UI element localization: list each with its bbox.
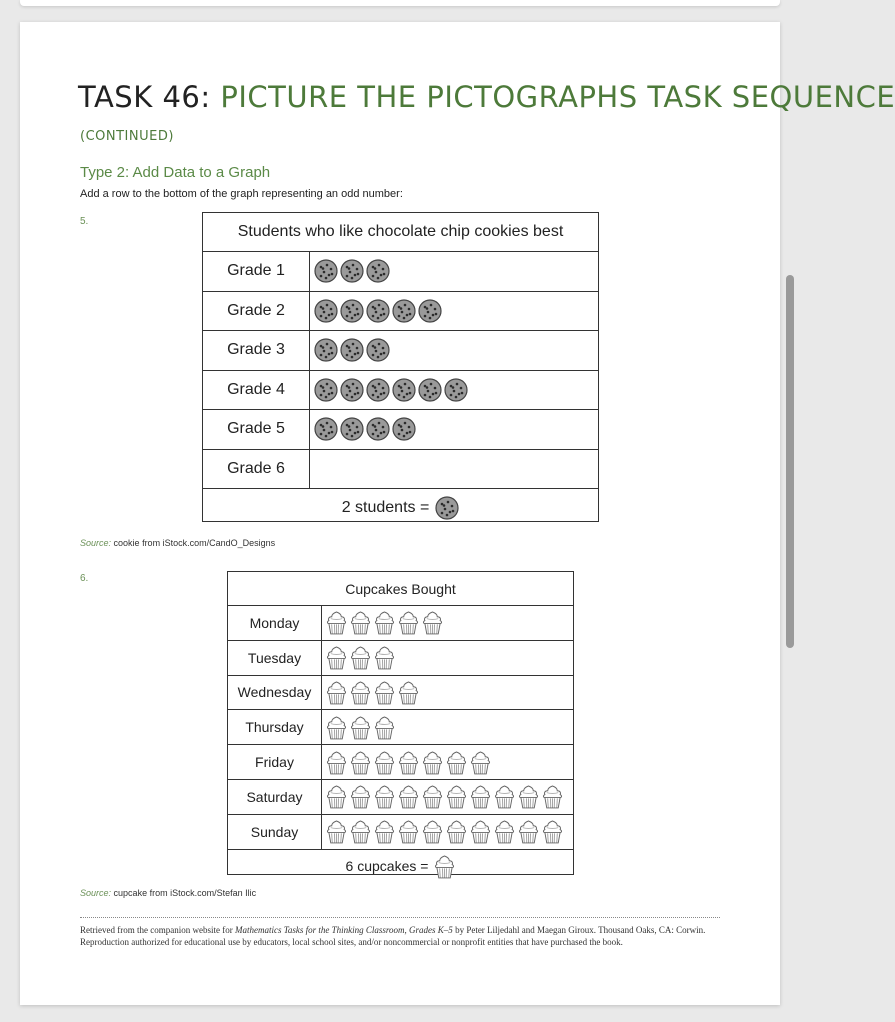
pictograph-row (203, 371, 598, 411)
cupcake-icon (518, 819, 539, 844)
key-icon-slot (435, 496, 459, 520)
pictograph-title: Cupcakes Bought (228, 572, 573, 606)
pictograph-row (228, 780, 573, 815)
row-symbols (310, 371, 598, 410)
source-text: cupcake from iStock.com/Stefan Ilic (113, 888, 257, 898)
cupcake-icon (398, 680, 419, 705)
pictograph-row (228, 815, 573, 850)
cookie-icon (340, 259, 364, 283)
cupcake-source-credit (80, 888, 256, 898)
cookie-icon (366, 338, 378, 362)
cookie-icon (366, 378, 390, 402)
cupcake-icon (398, 819, 419, 844)
cookie-icon (314, 378, 338, 402)
row-label: Grade 2 (203, 292, 310, 331)
source-text: cookie from iStock.com/CandO_Designs (113, 538, 276, 548)
row-label: Friday (228, 745, 322, 779)
continued-label: (CONTINUED) (80, 129, 174, 144)
cookie-icon (314, 338, 338, 362)
cupcake-icon (398, 784, 419, 809)
task-number: TASK 46: (78, 80, 211, 114)
cupcake-icon (494, 784, 515, 809)
cupcake-icon (422, 610, 443, 635)
row-symbols (322, 815, 573, 849)
cupcake-icon (374, 715, 385, 740)
source-label: Source: (80, 538, 112, 548)
cupcake-icon (518, 784, 539, 809)
cookie-icon (340, 299, 364, 323)
cupcake-icon (350, 645, 371, 670)
footer-text-pre: Retrieved from the companion website for (80, 925, 235, 935)
pictograph-key (228, 850, 573, 883)
cupcake-icon (374, 610, 395, 635)
scrollbar-thumb[interactable] (786, 275, 794, 648)
cookie-icon (314, 417, 338, 441)
cupcake-icon (494, 819, 515, 844)
cupcake-icon (374, 680, 395, 705)
key-text: 6 cupcakes = (345, 858, 429, 875)
row-label: Thursday (228, 710, 322, 744)
cupcake-pictograph (227, 571, 574, 875)
cupcake-icon (350, 784, 371, 809)
section-heading: Type 2: Add Data to a Graph (80, 164, 271, 181)
cookie-icon (314, 299, 338, 323)
pictograph-row (203, 252, 598, 292)
cookie-icon (418, 299, 442, 323)
cookie-icon (340, 378, 364, 402)
cupcake-icon (374, 819, 395, 844)
pictograph-row (228, 641, 573, 676)
cupcake-icon (374, 645, 381, 670)
cookie-icon (366, 299, 390, 323)
footer-divider (80, 917, 720, 918)
problem-number-6: 6. (80, 573, 89, 584)
row-symbols (310, 331, 598, 370)
pictograph-row (203, 331, 598, 371)
row-symbols (310, 292, 598, 331)
row-symbols (310, 410, 598, 449)
pictograph-row (203, 410, 598, 450)
cookie-icon (444, 378, 468, 402)
pictograph-row (228, 606, 573, 641)
row-label: Grade 4 (203, 371, 310, 410)
cupcake-icon (350, 715, 371, 740)
pictograph-row (203, 450, 598, 490)
cupcake-icon (326, 715, 347, 740)
cupcake-icon (350, 680, 371, 705)
problem-number-5: 5. (80, 216, 89, 227)
page-title (78, 80, 895, 114)
cookie-source-credit (80, 538, 275, 548)
row-label: Grade 3 (203, 331, 310, 370)
cupcake-icon (350, 819, 371, 844)
pictograph-key (203, 489, 598, 526)
cookie-icon (392, 378, 416, 402)
cupcake-icon (326, 784, 347, 809)
cupcake-icon (374, 750, 395, 775)
row-symbols (322, 745, 573, 779)
cupcake-icon (470, 784, 491, 809)
row-label: Sunday (228, 815, 322, 849)
footer-book-title: Mathematics Tasks for the Thinking Classroom, Grades K–5 (234, 925, 453, 935)
row-symbols (322, 710, 573, 744)
cookie-icon (340, 338, 364, 362)
row-label: Grade 5 (203, 410, 310, 449)
cookie-pictograph (202, 212, 599, 522)
row-symbols (322, 606, 573, 640)
cupcake-icon (326, 750, 347, 775)
row-symbols (322, 641, 573, 675)
cupcake-icon (374, 784, 395, 809)
cupcake-icon (326, 819, 347, 844)
source-label: Source: (80, 888, 112, 898)
cupcake-icon (422, 784, 443, 809)
row-label: Wednesday (228, 676, 322, 710)
row-symbols (310, 252, 598, 291)
row-symbols[interactable] (310, 450, 598, 489)
cookie-icon (392, 417, 404, 441)
cookie-icon (418, 378, 442, 402)
cupcake-icon (470, 750, 491, 775)
pictograph-title: Students who like chocolate chip cookies best (203, 213, 598, 252)
row-symbols (322, 780, 573, 814)
cupcake-icon (446, 750, 467, 775)
pictograph-row (228, 676, 573, 711)
cupcake-icon (326, 645, 347, 670)
row-label: Monday (228, 606, 322, 640)
cupcake-icon (422, 750, 443, 775)
cookie-icon (366, 259, 390, 283)
cupcake-icon (446, 819, 467, 844)
key-text: 2 students = (341, 498, 430, 516)
cupcake-icon (350, 750, 371, 775)
pictograph-rows (203, 252, 598, 489)
row-label: Saturday (228, 780, 322, 814)
task-name: PICTURE THE PICTOGRAPHS TASK SEQUENCE (220, 80, 895, 114)
pictograph-row (203, 292, 598, 332)
cupcake-icon (422, 819, 443, 844)
cupcake-icon (542, 819, 549, 844)
row-label: Tuesday (228, 641, 322, 675)
cookie-icon (392, 299, 416, 323)
cookie-icon (435, 496, 459, 520)
pictograph-row (228, 745, 573, 780)
row-label: Grade 6 (203, 450, 310, 489)
cupcake-icon (398, 750, 419, 775)
key-icon-slot (434, 854, 455, 879)
cupcake-icon (350, 610, 371, 635)
cupcake-icon (326, 680, 347, 705)
row-label: Grade 1 (203, 252, 310, 291)
cookie-icon (366, 417, 390, 441)
cookie-icon (314, 259, 338, 283)
row-symbols (322, 676, 573, 710)
footer-text-post: by Peter Liljedahl and Maegan Giroux. Thousand Oaks, CA: Corwin. Reproduction authorized for educational use by educators, local school sites, and/or noncommercial or nonprofit entities that have purchased the book. (80, 925, 706, 947)
cupcake-icon (446, 784, 467, 809)
cupcake-icon (470, 819, 491, 844)
cupcake-icon (326, 610, 347, 635)
cupcake-icon (542, 784, 563, 809)
footer-citation (80, 924, 722, 948)
pictograph-rows (228, 606, 573, 850)
previous-page-edge (20, 0, 780, 6)
cookie-icon (340, 417, 364, 441)
cupcake-icon (398, 610, 419, 635)
cupcake-icon (434, 854, 455, 879)
pictograph-row (228, 710, 573, 745)
instruction-text: Add a row to the bottom of the graph representing an odd number: (80, 188, 403, 200)
